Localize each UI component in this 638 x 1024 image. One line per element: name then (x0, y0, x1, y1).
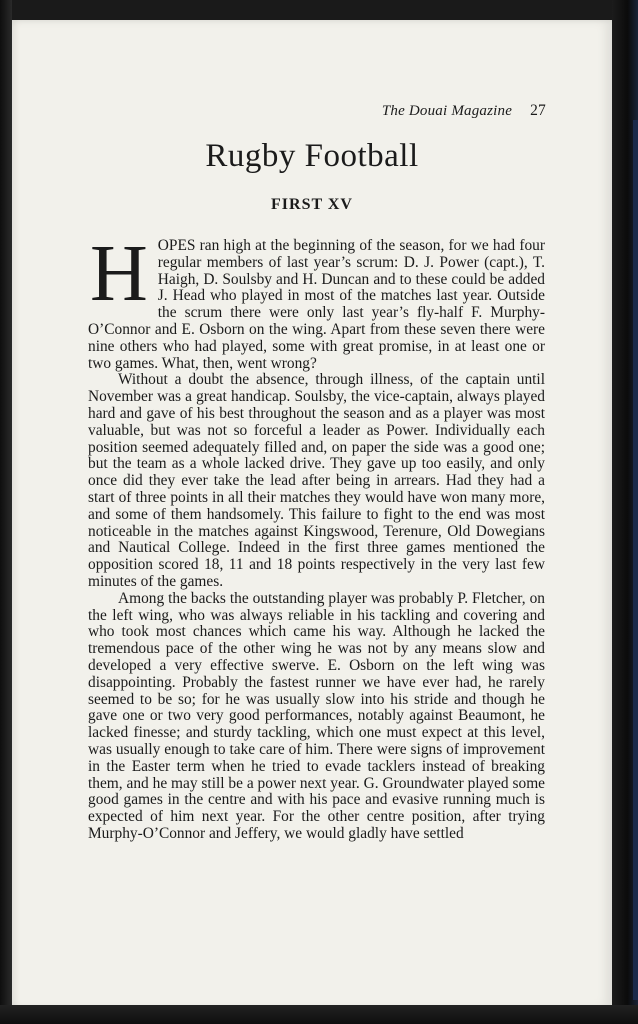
magazine-page (12, 20, 612, 1008)
paragraph-2: Without a doubt the absence, through illness, of the captain until November was a great handicap. Soulsby, the vice-captain, always played hard and gave of his best throughout the season and as a player was most valuable, but was not so forceful a leader as Power. Individually each position seemed adequately filled and, on paper the side was a good one; but the team as a whole lacked drive. They gave up too easily, and only once did they ever take the lead after being in arrears. Had they had a start of three points in all their matches they would have won many more, and some of them handsomely. This failure to fight to the end was most noticeable in the matches against Kingswood, Terenure, Old Dowegians and Nautical College. Indeed in the first three games mentioned the opposition scored 18, 11 and 18 points respectively in the very last few minutes of the games. (88, 371, 545, 590)
article-body (88, 230, 545, 843)
running-head (12, 102, 546, 120)
paragraph-1-text: OPES ran high at the beginning of the season, for we had four regular members of last year’s scrum: D. J. Power (capt.), T. Haigh, D. Soulsby and H. Duncan and to these could be added J. Head who played in most of the matches last year. Outside the scrum there were only last year’s fly-half F. Murphy-O’Connor and E. Osborn on the wing. Apart from these seven there were nine others who had played, some with great promise, in at least one or two games. What, then, went wrong? (88, 237, 545, 372)
binding-strip (633, 120, 638, 1000)
page-number: 27 (530, 102, 546, 119)
magazine-name: The Douai Magazine (381, 103, 513, 119)
article-subtitle: FIRST XV (271, 196, 353, 213)
scan-edge-left (0, 0, 12, 1024)
paragraph-1 (88, 230, 545, 372)
scan-edge-bottom (0, 1005, 638, 1024)
drop-cap: H (90, 230, 148, 318)
scan-edge-right (612, 0, 638, 1024)
article-title: Rugby Football (205, 138, 419, 174)
paragraph-3: Among the backs the outstanding player was probably P. Fletcher, on the left wing, who was always reliable in his tackling and covering and who took most chances which came his way. Although he lacked the tremendous pace of the other wing he was not by any means slow and developed a very effective swerve. E. Osborn on the left wing was disappointing. Probably the fastest runner we have ever had, he rarely seemed to be so; for he was usually slow into his stride and though he gave one or two very good performances, notably against Beaumont, he lacked finesse; and sturdy tackling, which one must expect at this level, was usually enough to take care of him. There were signs of improvement in the Easter term when he tried to evade tacklers instead of breaking them, and he may still be a power next year. G. Groundwater played some good games in the centre and with his pace and evasive running much is expected of him next year. For the other centre position, after trying Murphy-O’Connor and Jeffery, we would gladly have settled (88, 589, 545, 842)
